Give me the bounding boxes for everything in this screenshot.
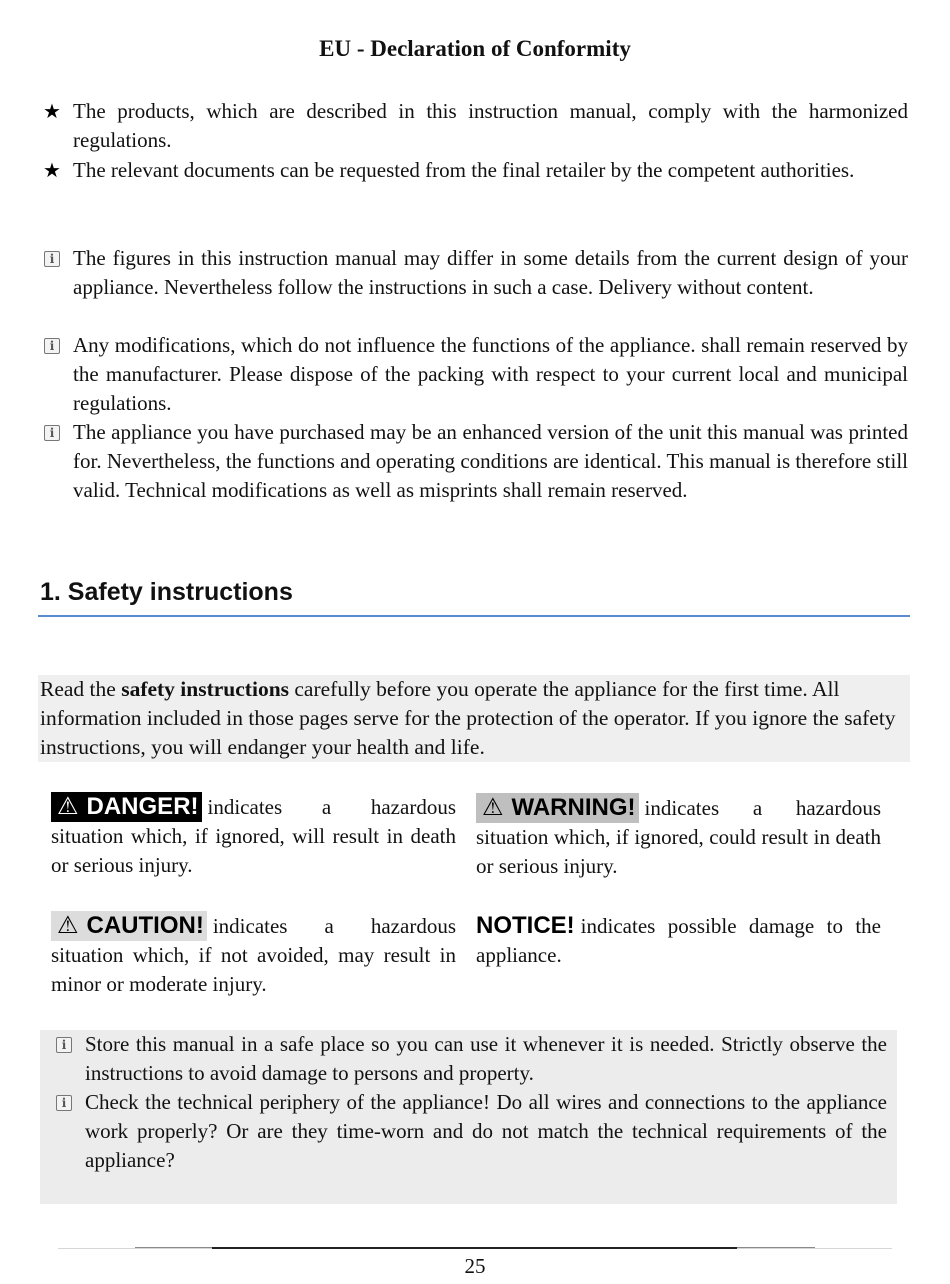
- danger-label: DANGER!: [86, 793, 199, 820]
- tip-note-text: Store this manual in a safe place so you can use it whenever it is needed. Strictly observe the instructions to avoid damage to persons and property.: [85, 1032, 887, 1085]
- star-icon: ★: [43, 159, 61, 182]
- warning-triangle-icon: ⚠: [57, 912, 79, 939]
- tip-note-text: Check the technical periphery of the appliance! Do all wires and connections to the appliance work properly? Or are they time-worn and do not match the technical requirements of the appliance?: [85, 1090, 887, 1172]
- conformity-item: [40, 156, 908, 185]
- info-note-text: The figures in this instruction manual may differ in some details from the current design of your appliance. Nevertheless follow the instructions in such a case. Delivery without content.: [73, 246, 908, 299]
- conformity-item: [40, 97, 908, 155]
- warning-triangle-icon: ⚠: [57, 793, 79, 820]
- info-icon: i: [52, 1088, 76, 1117]
- warning-triangle-icon: ⚠: [482, 794, 504, 821]
- info-icon: i: [40, 418, 64, 447]
- tip-note: [52, 1088, 887, 1175]
- notice-description: indicates possible damage to the appliance.: [476, 914, 881, 967]
- info-icon: i: [40, 331, 64, 360]
- intro-text-bold: safety instructions: [121, 677, 290, 701]
- star-icon: ★: [43, 100, 61, 123]
- conformity-item-text: The relevant documents can be requested from the final retailer by the competent authorities.: [73, 158, 855, 182]
- intro-text-after: carefully before you operate the appliance for the first time. All information included in those pages serve for the protection of the operator. If you ignore the safety instructions, you will endanger your health and life.: [40, 677, 896, 759]
- signal-warning: [476, 793, 881, 881]
- caution-label: CAUTION!: [86, 912, 204, 939]
- intro-paragraph: [40, 675, 910, 762]
- warning-label: WARNING!: [511, 794, 636, 821]
- danger-description: indicates a hazardous situation which, if ignored, will result in death or serious injury.: [51, 795, 456, 877]
- signal-caution: [51, 911, 456, 999]
- conformity-item-text: The products, which are described in this instruction manual, comply with the harmonized regulations.: [73, 99, 908, 152]
- section-divider: [38, 615, 910, 617]
- page-title: EU - Declaration of Conformity: [319, 36, 631, 61]
- info-note-text: The appliance you have purchased may be an enhanced version of the unit this manual was printed for. Nevertheless, the functions and operating conditions are identical. This manual is therefore still valid. Technical modifications as well as misprints shall remain reserved.: [73, 420, 908, 502]
- info-note: [40, 418, 908, 505]
- info-note-text: Any modifications, which do not influence the functions of the appliance. shall remain reserved by the manufacturer. Please dispose of the packing with respect to your current local and municipal regulations.: [73, 333, 908, 415]
- intro-text-before: Read the: [40, 677, 122, 701]
- info-icon: i: [52, 1030, 76, 1059]
- notice-badge: [476, 911, 575, 941]
- info-icon: i: [40, 244, 64, 273]
- caution-badge: [51, 911, 207, 941]
- warning-description: indicates a hazardous situation which, if ignored, could result in death or serious injury.: [476, 796, 881, 878]
- signal-danger: [51, 792, 456, 880]
- tip-note: [52, 1030, 887, 1088]
- page-number: 25: [464, 1254, 486, 1278]
- info-note: [40, 244, 908, 302]
- caution-description: indicates a hazardous situation which, if not avoided, may result in minor or moderate injury.: [51, 914, 456, 996]
- warning-badge: [476, 793, 639, 823]
- danger-badge: [51, 792, 202, 822]
- signal-notice: [476, 911, 881, 970]
- tips-box: [40, 1030, 897, 1204]
- section-heading: 1. Safety instructions: [40, 578, 293, 606]
- notice-label: NOTICE!: [476, 912, 575, 939]
- footer-rule: [212, 1247, 737, 1249]
- info-note: [40, 331, 908, 418]
